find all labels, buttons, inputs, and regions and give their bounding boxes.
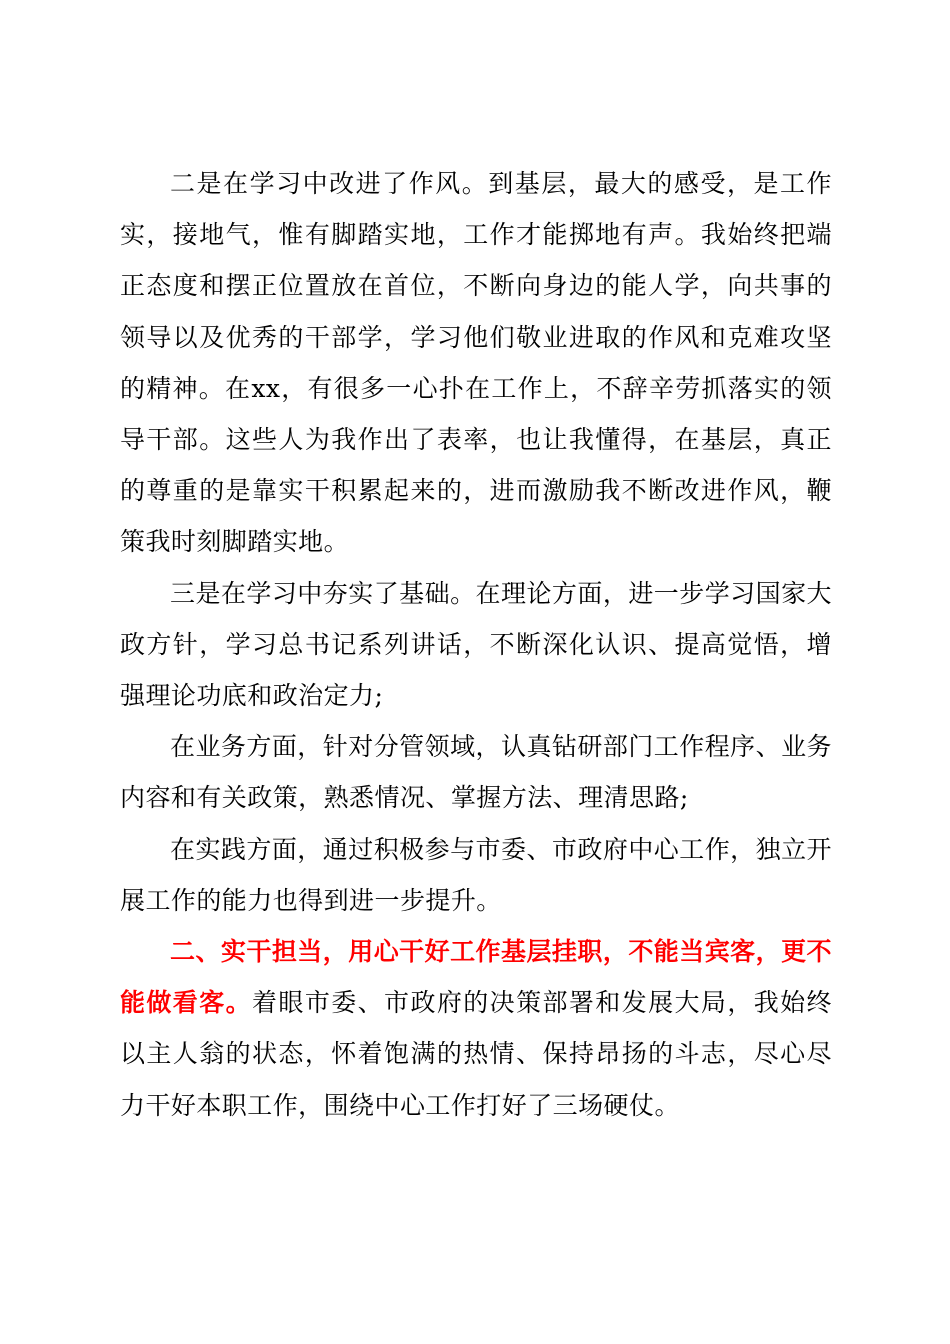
paragraph-text: 着眼市委、市政府的决策部署和发展大局，我始终以主人翁的状态，怀着饱满的热情、保持昂扬的斗志，尽心尽力干好本职工作，围绕中心工作打好了三场硬仗。 bbox=[120, 988, 832, 1120]
paragraph-work-style bbox=[120, 158, 832, 568]
section-heading: 二、实干担当，用心干好工作基层挂职，不能当宾客，更不能做看客。 bbox=[120, 937, 832, 1018]
document-body bbox=[120, 158, 832, 1131]
paragraph-text: 三是在学习中夯实了基础。在理论方面，进一步学习国家大政方针，学习总书记系列讲话，不断深化认识、提高觉悟，增强理论功底和政治定力; bbox=[120, 578, 832, 711]
paragraph-business bbox=[120, 721, 832, 823]
paragraph-text: 二是在学习中改进了作风。到基层，最大的感受，是工作实，接地气，惟有脚踏实地，工作才能掷地有声。我始终把端正态度和摆正位置放在首位，不断向身边的能人学，向共事的领导以及优秀的干部学，学习他们敬业进取的作风和克难攻坚的精神。在xx，有很多一心扑在工作上，不辞辛劳抓落实的领导干部。这些人为我作出了表率，也让我懂得，在基层，真正的尊重的是靠实干积累起来的，进而激励我不断改进作风，鞭策我时刻脚踏实地。 bbox=[120, 169, 832, 557]
paragraph-section-two bbox=[120, 926, 832, 1131]
paragraph-text: 在实践方面，通过积极参与市委、市政府中心工作，独立开展工作的能力也得到进一步提升。 bbox=[120, 834, 832, 915]
paragraph-text: 在业务方面，针对分管领域，认真钻研部门工作程序、业务内容和有关政策，熟悉情况、掌握方法、理清思路; bbox=[120, 732, 832, 813]
paragraph-practice bbox=[120, 824, 832, 926]
paragraph-foundation bbox=[120, 568, 832, 722]
